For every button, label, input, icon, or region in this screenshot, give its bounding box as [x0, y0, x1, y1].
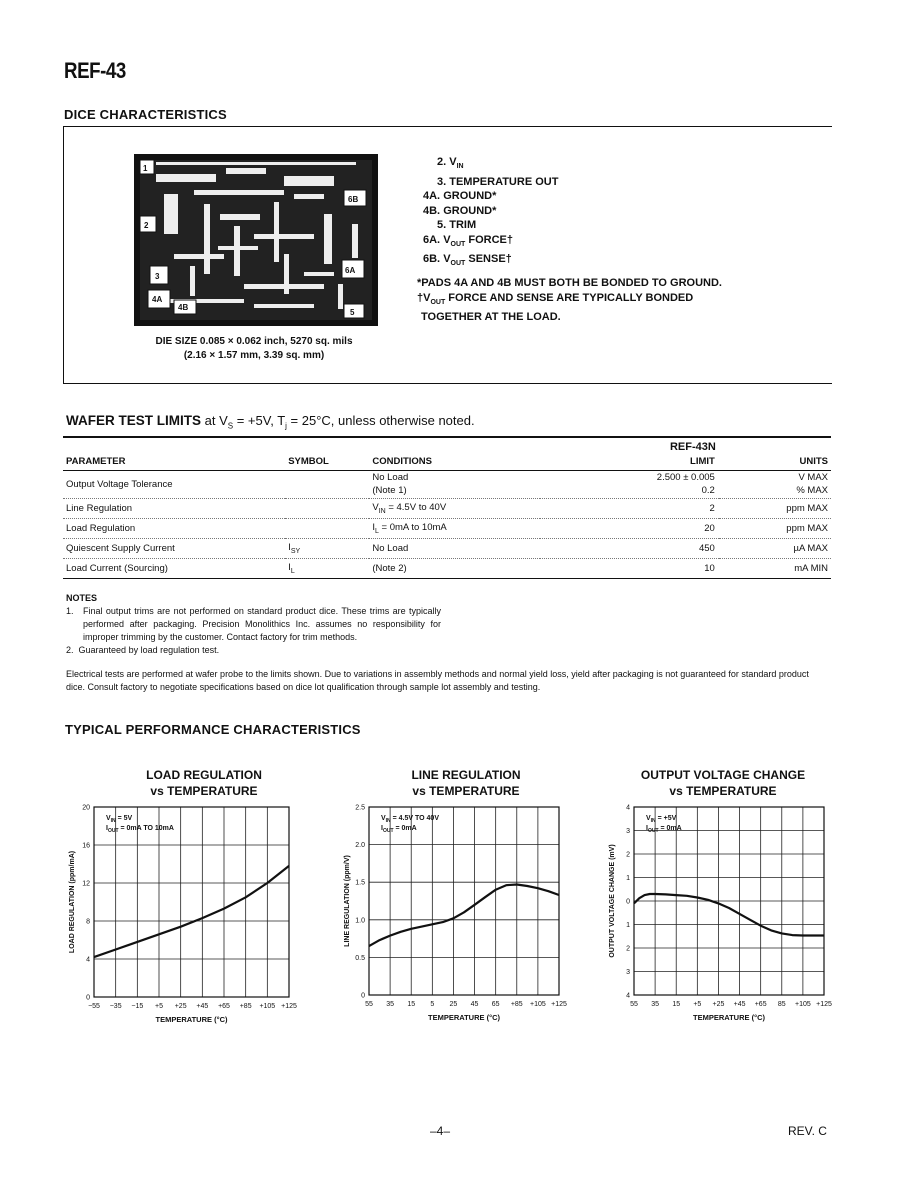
y-tick-label: 1.0 — [355, 917, 365, 925]
x-tick-label: +105 — [259, 1003, 276, 1010]
x-tick-label: 25 — [449, 1001, 458, 1008]
typical-section-title: TYPICAL PERFORMANCE CHARACTERISTICS — [65, 722, 361, 737]
pad-label-6b: 6B — [348, 195, 359, 204]
x-tick-label: +5 — [155, 1003, 163, 1010]
row-cond: (Note 1) — [372, 485, 407, 497]
y-tick-label: 2 — [626, 851, 630, 859]
x-tick-label: +85 — [239, 1003, 252, 1010]
x-tick-label: 15 — [672, 1001, 681, 1008]
row-limit: 2 — [709, 502, 715, 514]
x-tick-label: −15 — [131, 1003, 144, 1010]
row-limit: 2.500 ± 0.005 — [656, 471, 715, 483]
y-tick-label: 1.5 — [355, 879, 365, 887]
output-voltage-chart — [590, 800, 830, 1030]
row-limit: 10 — [704, 562, 715, 574]
x-tick-label: +45 — [733, 1001, 746, 1008]
revision: REV. C — [788, 1124, 827, 1138]
pad-note-load: TOGETHER AT THE LOAD. — [421, 311, 561, 324]
die-size-mm: (2.16 × 1.57 mm, 3.39 sq. mm) — [183, 350, 325, 361]
x-tick-label: 5 — [430, 1001, 435, 1008]
x-tick-label: +5 — [693, 1001, 702, 1008]
chart-annotation: $I_{OUT} = 0mA$ — [381, 825, 417, 834]
x-tick-label: +125 — [281, 1003, 297, 1010]
y-tick-label: 4 — [86, 956, 90, 964]
col-units: UNITS — [799, 456, 828, 468]
die-size — [128, 335, 380, 363]
load-regulation-chart — [60, 800, 300, 1030]
table-group-header: REF-43N — [669, 441, 716, 453]
row-limit: 20 — [704, 522, 715, 534]
pad-label-1: 1 — [143, 164, 148, 173]
pad-item: 6B. $V_{OUT}$ SENSE† — [423, 253, 512, 268]
wafer-test-table — [63, 440, 831, 579]
wafer-footnote: Electrical tests are performed at wafer probe to the limits shown. Due to variations in assembly methods and normal yield loss, yield after packaging is not guaranteed for standard product dice. Consult factory to negotiate specifications based on dice lot qualification through sample lot assembly and testing. — [66, 669, 809, 692]
chart1-title — [94, 767, 314, 799]
x-tick-label: 45 — [470, 1001, 479, 1008]
notes-title: NOTES — [66, 593, 98, 603]
pad-item: 4A. GROUND* — [423, 190, 497, 203]
x-tick-label: 55 — [630, 1001, 638, 1008]
row-symbol: $I_{SY}$ — [288, 541, 301, 555]
row-unit: V MAX — [798, 471, 828, 483]
x-axis-label: TEMPERATURE (°C) — [692, 1013, 766, 1022]
die-size-inch: DIE SIZE 0.085 × 0.062 inch, 5270 sq. mils — [155, 336, 353, 347]
y-tick-label: 1 — [626, 922, 630, 929]
row-unit: mA MIN — [794, 562, 828, 574]
pad-item: 6A. $V_{OUT}$ FORCE† — [423, 233, 513, 248]
y-tick-label: 3 — [626, 828, 630, 835]
row-param: Output Voltage Tolerance — [66, 478, 173, 490]
row-limit: 0.2 — [701, 485, 715, 497]
x-tick-label: 35 — [386, 1001, 395, 1008]
row-param: Line Regulation — [66, 502, 133, 514]
chart2-title-line1: LINE REGULATION — [411, 768, 521, 782]
y-tick-label: 0 — [626, 898, 630, 906]
chart2-subtitle: vs TEMPERATURE — [412, 784, 520, 798]
y-tick-label: 12 — [82, 880, 90, 888]
chart1-subtitle: vs TEMPERATURE — [150, 784, 258, 798]
wafer-title: WAFER TEST LIMITS at $V_S = +5V$, $T_j = 25^\circ C$, unless otherwise noted. — [66, 413, 475, 431]
row-param: Load Regulation — [66, 522, 136, 534]
pad-item: 3. TEMPERATURE OUT — [437, 175, 559, 188]
chart3-title-line1: OUTPUT VOLTAGE CHANGE — [640, 768, 806, 782]
pad-label-3: 3 — [155, 272, 160, 281]
y-tick-label: 2 — [626, 945, 630, 953]
x-tick-label: +105 — [794, 1001, 811, 1008]
x-tick-label: 55 — [365, 1001, 373, 1008]
table-header-row — [63, 454, 831, 470]
x-tick-label: +125 — [551, 1001, 567, 1008]
row-cond: (Note 2) — [372, 562, 407, 574]
pad-item: 2. $V_{IN}$ — [437, 156, 464, 171]
chart2-title — [356, 767, 576, 799]
chart-annotation: $V_{IN} = +5V$ — [646, 815, 677, 824]
row-cond: $I_L = 0mA$ to 10mA — [372, 521, 447, 535]
pad-label-5: 5 — [350, 308, 355, 317]
pad-note-force-sense: $\dagger V_{OUT}$ FORCE AND SENSE ARE TYPICALLY BONDED — [417, 291, 694, 306]
y-tick-label: 20 — [82, 804, 90, 812]
x-axis-label: TEMPERATURE (°C) — [427, 1013, 501, 1022]
y-tick-label: 2.5 — [355, 804, 365, 812]
pad-note — [417, 276, 722, 325]
table-top-rule — [63, 436, 831, 438]
table-row — [63, 558, 831, 578]
y-tick-label: 8 — [86, 918, 90, 926]
y-tick-label: 0.5 — [355, 954, 365, 962]
pad-list — [423, 155, 558, 272]
y-tick-label: 3 — [626, 969, 630, 976]
note-1: 1. Final output trims are not performed on standard product dice. These trims are typically performed after packaging. Precision Monolithics Inc. assumes no responsibility for improper trimming by the customer. Contact factory for trim methods. — [66, 606, 441, 642]
pad-label-4a: 4A — [152, 295, 163, 304]
row-unit: ppm MAX — [786, 522, 828, 534]
x-tick-label: +125 — [816, 1001, 832, 1008]
row-symbol: $I_L$ — [288, 561, 295, 575]
plot-frame — [94, 807, 289, 997]
x-tick-label: +25 — [712, 1001, 725, 1008]
y-axis-label: OUTPUT VOLTAGE CHANGE (mV) — [609, 844, 616, 958]
pad-note-ground: *PADS 4A AND 4B MUST BOTH BE BONDED TO GROUND. — [417, 277, 722, 289]
row-limit: 450 — [698, 542, 715, 554]
x-tick-label: +25 — [174, 1003, 187, 1010]
col-parameter: PARAMETER — [66, 456, 126, 468]
x-tick-label: 65 — [491, 1001, 500, 1008]
series-line-0 — [369, 885, 559, 947]
col-limit: LIMIT — [690, 456, 715, 468]
y-tick-label: 4 — [626, 804, 630, 812]
chart3-subtitle: vs TEMPERATURE — [669, 784, 777, 798]
row-unit: % MAX — [796, 485, 828, 497]
chart3-title — [613, 767, 833, 799]
y-tick-label: 16 — [82, 842, 90, 850]
x-axis-label: TEMPERATURE (°C) — [155, 1015, 228, 1024]
chart-annotation: $I_{OUT} = 0mA$ TO 10mA — [106, 825, 174, 834]
x-tick-label: +65 — [218, 1003, 230, 1010]
part-number: REF-43 — [64, 58, 126, 83]
plot-frame — [369, 807, 559, 995]
note-2: 2. Guaranteed by load regulation test. — [66, 645, 220, 655]
y-tick-label: 1 — [626, 875, 630, 882]
y-axis-label: LOAD REGULATION (ppm/mA) — [69, 850, 76, 954]
table-row — [63, 498, 831, 518]
y-tick-label: 2.0 — [355, 842, 365, 850]
x-tick-label: −35 — [109, 1003, 122, 1010]
x-tick-label: +85 — [510, 1001, 523, 1008]
chart1-title-line1: LOAD REGULATION — [146, 768, 262, 782]
table-row — [63, 470, 831, 484]
table-row — [63, 518, 831, 538]
table-row — [63, 538, 831, 558]
x-tick-label: +65 — [754, 1001, 767, 1008]
y-tick-label: 0 — [86, 994, 90, 1002]
pad-label-2: 2 — [144, 221, 149, 230]
y-tick-label: 0 — [361, 992, 365, 1000]
table-notes — [66, 592, 441, 657]
series-line-0 — [94, 866, 289, 957]
x-tick-label: +105 — [529, 1001, 546, 1008]
series-line-0 — [634, 894, 824, 936]
col-symbol: SYMBOL — [288, 456, 329, 468]
chart-annotation: $I_{OUT} = 0mA$ — [646, 825, 682, 834]
y-axis-label: LINE REGULATION (ppm/V) — [344, 855, 351, 947]
row-unit: ppm MAX — [786, 502, 828, 514]
x-tick-label: −55 — [88, 1003, 100, 1010]
pad-label-6a: 6A — [345, 266, 356, 275]
chart-annotation: $V_{IN} = 4.5V$ TO 40V — [381, 815, 439, 824]
x-tick-label: +45 — [196, 1003, 209, 1010]
row-cond: $V_{IN} = 4.5V$ to 40V — [372, 501, 447, 515]
dice-section-title: DICE CHARACTERISTICS — [64, 107, 227, 122]
x-tick-label: 15 — [407, 1001, 416, 1008]
row-cond: No Load — [372, 542, 409, 554]
page-number: –4– — [430, 1124, 451, 1138]
row-param: Quiescent Supply Current — [66, 542, 175, 554]
col-conditions: CONDITIONS — [372, 456, 432, 468]
chart-annotation: $V_{IN} = 5V$ — [106, 815, 133, 824]
pad-item: 4B. GROUND* — [423, 204, 497, 217]
x-tick-label: 35 — [651, 1001, 660, 1008]
pad-item: 5. TRIM — [437, 219, 477, 232]
x-tick-label: 85 — [777, 1001, 786, 1008]
row-cond: No Load — [372, 471, 409, 483]
pad-label-4b: 4B — [178, 303, 189, 312]
row-unit: µA MAX — [793, 542, 828, 554]
line-regulation-chart — [325, 800, 565, 1030]
die-photo — [134, 154, 378, 326]
row-param: Load Current (Sourcing) — [66, 562, 168, 574]
y-tick-label: 4 — [626, 992, 630, 1000]
